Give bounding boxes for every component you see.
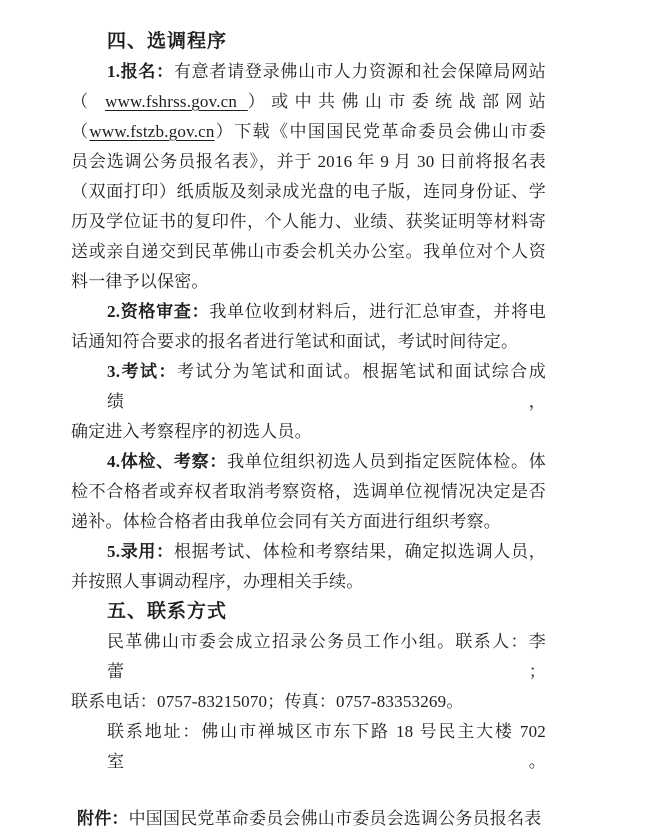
text-line bbox=[71, 477, 546, 507]
text-run: 确定进入考察程序的初选人员。 bbox=[71, 422, 312, 441]
text-line bbox=[71, 207, 546, 237]
text-run: 并按照人事调动程序，办理相关手续。 bbox=[71, 572, 364, 591]
text-line bbox=[71, 267, 546, 297]
text-line bbox=[71, 237, 546, 267]
text-run: 根据考试、体检和考察结果，确定拟选调人员， bbox=[173, 542, 547, 561]
bold-label: 3.考试： bbox=[107, 362, 178, 381]
text-run: 递补。体检合格者由我单位会同有关方面进行组织考察。 bbox=[71, 512, 501, 531]
bold-label: 4.体检、考察： bbox=[107, 452, 228, 471]
document-body bbox=[71, 27, 546, 834]
url-text: www.fshrss.gov.cn bbox=[105, 92, 248, 111]
text-line bbox=[71, 627, 546, 687]
text-run: （ bbox=[71, 92, 106, 111]
text-run: （ bbox=[71, 122, 90, 141]
text-line bbox=[71, 537, 546, 567]
blank-line bbox=[71, 777, 546, 804]
bold-label: 五、联系方式 bbox=[107, 601, 228, 622]
text-run: 料一律予以保密。 bbox=[71, 272, 209, 291]
text-run: 送或亲自递交到民革佛山市委会机关办公室。我单位对个人资 bbox=[71, 242, 546, 261]
text-line bbox=[71, 117, 546, 147]
text-line bbox=[71, 297, 546, 327]
text-line bbox=[71, 687, 546, 717]
text-run: 我单位收到材料后，进行汇总审查，并将电 bbox=[209, 302, 546, 321]
text-line bbox=[71, 57, 546, 87]
bold-label: 1.报名： bbox=[107, 62, 174, 81]
text-line bbox=[71, 417, 546, 447]
text-run: 员会选调公务员报名表》，并于 2016 年 9 月 30 日前将报名表 bbox=[71, 152, 546, 171]
text-line bbox=[71, 357, 546, 417]
text-run: 话通知符合要求的报名者进行笔试和面试，考试时间待定。 bbox=[71, 332, 519, 351]
text-line bbox=[71, 147, 546, 177]
bold-label: 2.资格审查： bbox=[107, 302, 210, 321]
text-run: 我单位组织初选人员到指定医院体检。体 bbox=[227, 452, 546, 471]
text-run: 联系电话：0757-83215070；传真：0757-83353269。 bbox=[71, 692, 464, 711]
text-line bbox=[71, 567, 546, 597]
text-line bbox=[71, 177, 546, 207]
text-line bbox=[71, 447, 546, 477]
text-run: 民革佛山市委会成立招录公务员工作小组。联系人：李蕾； bbox=[107, 632, 546, 681]
text-run: 历及学位证书的复印件，个人能力、业绩、获奖证明等材料寄 bbox=[71, 212, 546, 231]
text-line bbox=[71, 327, 546, 357]
text-run: ）或中共佛山市委统战部网站 bbox=[247, 92, 547, 111]
text-line bbox=[71, 804, 546, 834]
text-line bbox=[71, 717, 546, 777]
text-line bbox=[71, 507, 546, 537]
text-run: 检不合格者或弃权者取消考察资格，选调单位视情况决定是否 bbox=[71, 482, 546, 501]
text-run: 考试分为笔试和面试。根据笔试和面试综合成绩， bbox=[107, 362, 547, 411]
bold-label: 5.录用： bbox=[107, 542, 174, 561]
bold-label: 附件： bbox=[77, 809, 129, 828]
text-run: ）下载《中国国民党革命委员会佛山市委 bbox=[214, 122, 546, 141]
text-run: 中国国民党革命委员会佛山市委员会选调公务员报名表 bbox=[128, 809, 542, 828]
text-run: 有意者请登录佛山市人力资源和社会保障局网站 bbox=[173, 62, 547, 81]
bold-label: 四、选调程序 bbox=[107, 31, 228, 52]
text-run: 联系地址：佛山市禅城区市东下路 18 号民主大楼 702 室。 bbox=[107, 722, 546, 771]
text-run: （双面打印）纸质版及刻录成光盘的电子版，连同身份证、学 bbox=[71, 182, 546, 201]
section-heading bbox=[71, 27, 546, 57]
text-line bbox=[71, 87, 546, 117]
section-heading bbox=[71, 597, 546, 627]
url-text: www.fstzb.gov.cn bbox=[89, 122, 215, 141]
